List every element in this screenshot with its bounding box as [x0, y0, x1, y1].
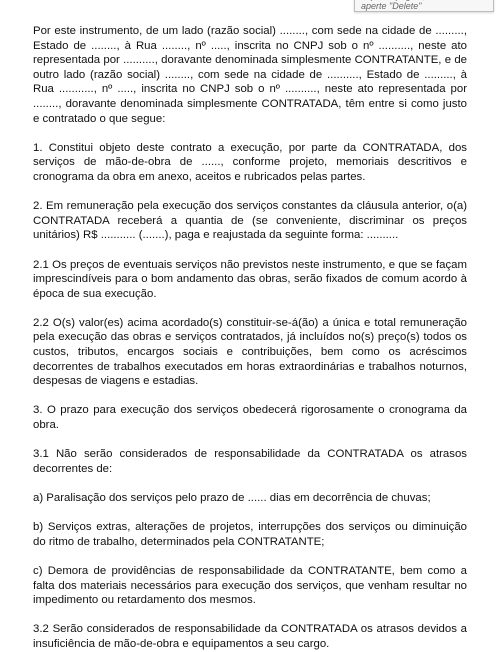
paragraph-clause-1: 1. Constitui objeto deste contrato a execução, por parte da CONTRATADA, dos serviços de mão-de-obra de ......, conforme projeto, memoriais descritivos e cronograma da obra em anexo, aceitos e rubricados pelas partes. [33, 141, 467, 183]
paragraph-item-c: c) Demora de providências de responsabilidade da CONTRATANTE, bem como a falta dos materiais necessários para execução dos serviços, que venham resultar no impedimento ou retardamento dos mesmos. [33, 564, 467, 607]
paragraph-clause-3-2: 3.2 Serão considerados de responsabilidade da CONTRATADA os atrasos devidos a insuficiência de mão-de-obra e equipamentos a seu cargo. [33, 623, 467, 650]
paragraph-item-b: b) Serviços extras, alterações de projetos, interrupções dos serviços ou diminuição do ritmo de trabalho, determinados pela CONTRATANTE; [33, 521, 467, 548]
tooltip-line-2: aperte "Delete" [361, 1, 422, 11]
paragraph-clause-2-2: 2.2 O(s) valor(es) acima acordado(s) constituir-se-á(ão) a única e total remuneração pela execução das obras e serviços contratados, já incluídos no(s) preço(s) todos os custos, tributos, encargos sociais e contribuições, bem como os acréscimos decorrentes de trabalhos executados em horas extraordinárias e trabalhos noturnos, despesas de viagens e estadias. [33, 316, 467, 388]
paragraph-clause-3-1: 3.1 Não serão considerados de responsabilidade da CONTRATADA os atrasos decorrentes de: [33, 448, 467, 475]
instruction-tooltip [354, 0, 494, 12]
paragraph-clause-3: 3. O prazo para execução dos serviços obedecerá rigorosamente o cronograma da obra. [33, 404, 467, 432]
paragraph-preamble: Por este instrumento, de um lado (razão social) ........, com sede na cidade de ........., Estado de ........, à Rua ........, nº ....., inscrita no CNPJ sob o nº .........., neste ato representada por .........., doravante denominada simplesmente CONTRATANTE, e de outro lado (razão social) ........, com sede na cidade de .........., Estado de ........., à Rua ..........., nº ....., inscrita no CNPJ sob o nº .........., neste ato representada por ........, doravante denominada simplesmente CONTRATADA, têm entre si como justo e contratado o que segue: [33, 25, 467, 125]
paragraph-clause-2: 2. Em remuneração pela execução dos serviços constantes da cláusula anterior, o(a) CONTRATADA receberá a quantia de (se conveniente, discriminar os preços unitários) R$ ........... (.......), paga e reajustada da seguinte forma: .......... [33, 200, 467, 242]
paragraph-clause-2-1: 2.1 Os preços de eventuais serviços não previstos neste instrumento, e que se façam imprescindíveis para o bom andamento das obras, serão fixados de comum acordo à época de sua execução. [33, 258, 467, 300]
paragraph-item-a: a) Paralisação dos serviços pelo prazo de ...... dias em decorrência de chuvas; [33, 492, 431, 504]
contract-body [33, 24, 467, 652]
